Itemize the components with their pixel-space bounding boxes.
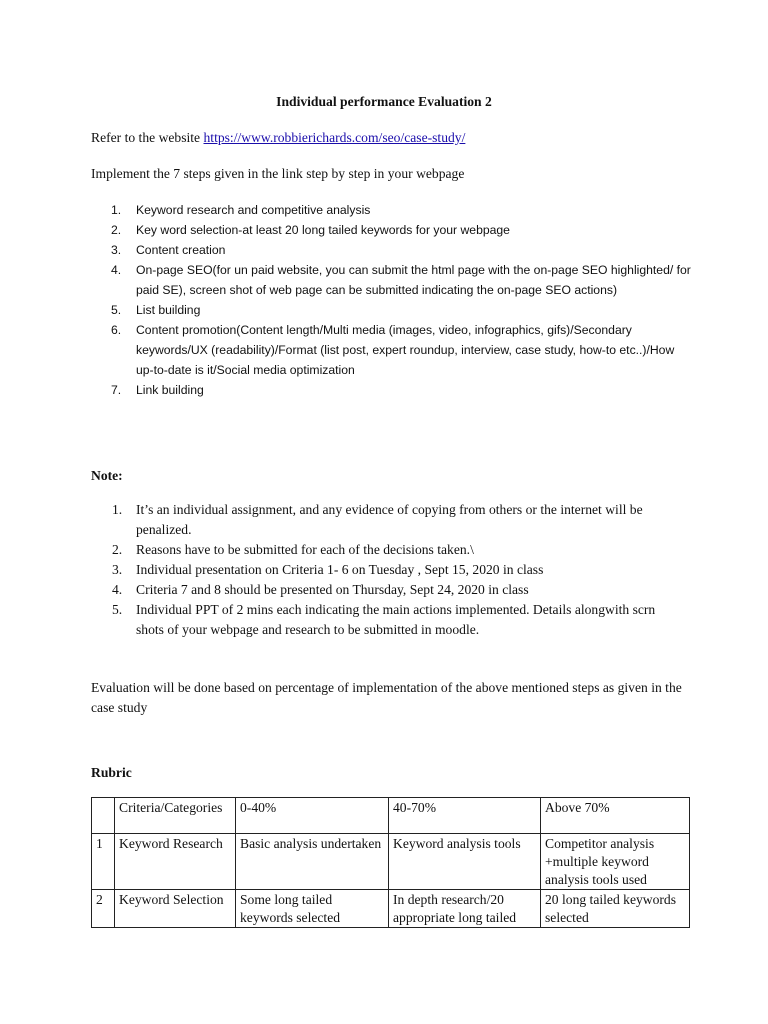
list-item: 2. Key word selection-at least 20 long tailed keywords for your webpage (111, 223, 510, 237)
table-row (92, 834, 690, 890)
list-item: 2. Reasons have to be submitted for each of the decisions taken.\ (112, 542, 474, 557)
table-cell: In depth research/20 appropriate long tailed (389, 890, 541, 928)
notes-list (91, 500, 681, 640)
evaluation-text: Evaluation will be done based on percentage of implementation of the above mentioned steps as given in the case study (91, 680, 682, 715)
table-cell: Above 70% (541, 798, 690, 834)
implement-text: Implement the 7 steps given in the link step by step in your webpage (91, 166, 465, 181)
table-cell: Basic analysis undertaken (236, 834, 389, 890)
list-item: 4. On-page SEO(for un paid website, you can submit the html page with the on-page SEO highlighted/ for paid SE), screen shot of web page can be submitted indicating the on-page SEO actions) (111, 263, 691, 297)
steps-list (91, 200, 691, 400)
table-cell: 2 (92, 890, 115, 928)
list-item: 1. Keyword research and competitive analysis (111, 203, 371, 217)
list-item: 4. Criteria 7 and 8 should be presented on Thursday, Sept 24, 2020 in class (112, 582, 529, 597)
list-item: 1. It’s an individual assignment, and any evidence of copying from others or the internet will be penalized. (112, 502, 643, 537)
table-cell: Criteria/Categories (115, 798, 236, 834)
document-title: Individual performance Evaluation 2 (276, 94, 492, 109)
refer-line (91, 130, 465, 146)
table-cell: 20 long tailed keywords selected (541, 890, 690, 928)
table-cell: 0-40% (236, 798, 389, 834)
table-header-row (92, 798, 690, 834)
note-heading: Note: (91, 468, 123, 483)
list-item: 5. List building (111, 303, 201, 317)
table-cell: Keyword Selection (115, 890, 236, 928)
table-cell: Competitor analysis +multiple keyword analysis tools used (541, 834, 690, 890)
rubric-heading: Rubric (91, 765, 132, 780)
list-item: 3. Content creation (111, 243, 226, 257)
table-row (92, 890, 690, 928)
table-cell (92, 798, 115, 834)
refer-prefix: Refer to the website (91, 130, 204, 145)
case-study-link[interactable]: https://www.robbierichards.com/seo/case-study/ (203, 130, 466, 145)
rubric-table (91, 797, 690, 928)
table-cell: 40-70% (389, 798, 541, 834)
table-cell: Some long tailed keywords selected (236, 890, 389, 928)
table-cell: Keyword Research (115, 834, 236, 890)
list-item: 7. Link building (111, 383, 204, 397)
table-cell: 1 (92, 834, 115, 890)
table-cell: Keyword analysis tools (389, 834, 541, 890)
list-item: 5. Individual PPT of 2 mins each indicating the main actions implemented. Details alongwith scrn shots of your webpage and research to be submitted in moodle. (112, 602, 656, 637)
list-item: 6. Content promotion(Content length/Multi media (images, video, infographics, gifs)/Secondary keywords/UX (readability)/Format (list post, expert roundup, interview, case study, how-to etc..)/How up-to-date is it/Social media optimization (111, 323, 675, 377)
list-item: 3. Individual presentation on Criteria 1- 6 on Tuesday , Sept 15, 2020 in class (112, 562, 544, 577)
